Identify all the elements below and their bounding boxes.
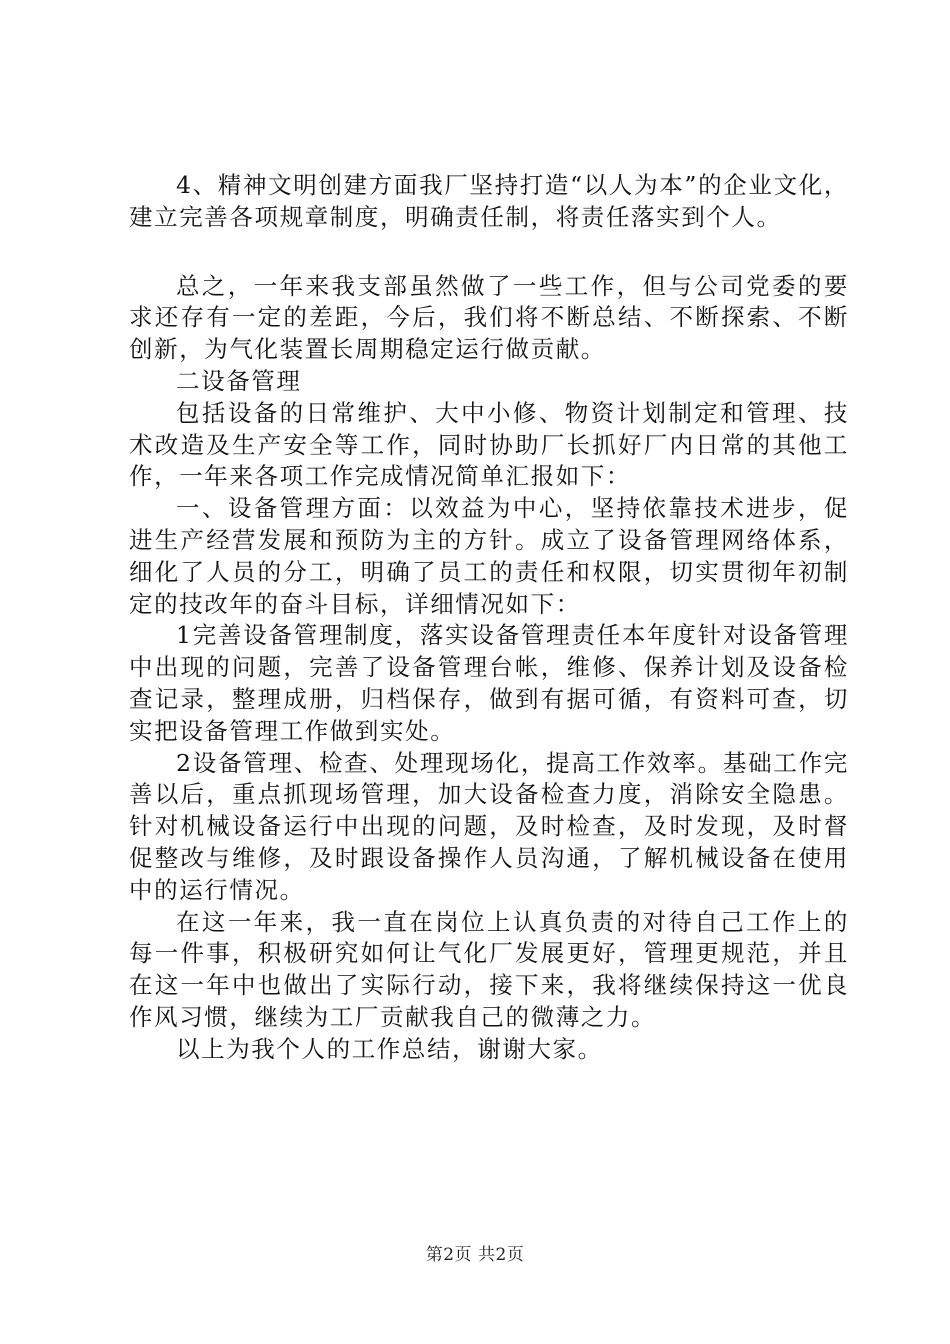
paragraph-spiritual-civilization: 4、精神文明创建方面我厂坚持打造“以人为本”的企业文化，建立完善各项规章制度，明确责任制，将责任落实到个人。: [129, 171, 849, 231]
paragraph-spacer: [129, 234, 849, 271]
paragraph-closing: 以上为我个人的工作总结，谢谢大家。: [176, 1034, 603, 1063]
paragraph-management-approach: 一、设备管理方面：以效益为中心，坚持依靠技术进步，促进生产经营发展和预防为主的方针。成立了设备管理网络体系，细化了人员的分工，明确了员工的责任和权限，切实贯彻年初制定的技改年的奋斗目标，详细情况如下：: [129, 494, 849, 618]
paragraph-summary: 总之，一年来我支部虽然做了一些工作，但与公司党委的要求还存有一定的差距，今后，我们将不断总结、不断探索、不断创新，为气化装置长周期稳定运行做贡献。: [129, 271, 849, 364]
document-body: [129, 170, 849, 1066]
paragraph-scope: 包括设备的日常维护、大中小修、物资计划制定和管理、技术改造及生产安全等工作，同时协助厂长抓好厂内日常的其他工作，一年来各项工作完成情况简单汇报如下：: [129, 398, 849, 491]
paragraph-item-1: 1完善设备管理制度，落实设备管理责任本年度针对设备管理中出现的问题，完善了设备管理台帐，维修、保养计划及设备检查记录，整理成册，归档保存，做到有据可循，有资料可查，切实把设备管理工作做到实处。: [129, 621, 849, 745]
paragraph-item-2: 2设备管理、检查、处理现场化，提高工作效率。基础工作完善以后，重点抓现场管理，加大设备检查力度，消除安全隐患。针对机械设备运行中出现的问题，及时检查，及时发现，及时督促整改与维修，及时跟设备操作人员沟通，了解机械设备在使用中的运行情况。: [129, 748, 849, 904]
section-heading-equipment-management: 二设备管理: [176, 366, 302, 395]
page-number-footer: 第2页 共2页: [425, 1245, 525, 1265]
paragraph-personal-reflection: 在这一年来，我一直在岗位上认真负责的对待自己工作上的每一件事，积极研究如何让气化厂发展更好，管理更规范，并且在这一年中也做出了实际行动，接下来，我将继续保持这一优良作风习惯，继续为工厂贡献我自己的微薄之力。: [129, 907, 849, 1031]
